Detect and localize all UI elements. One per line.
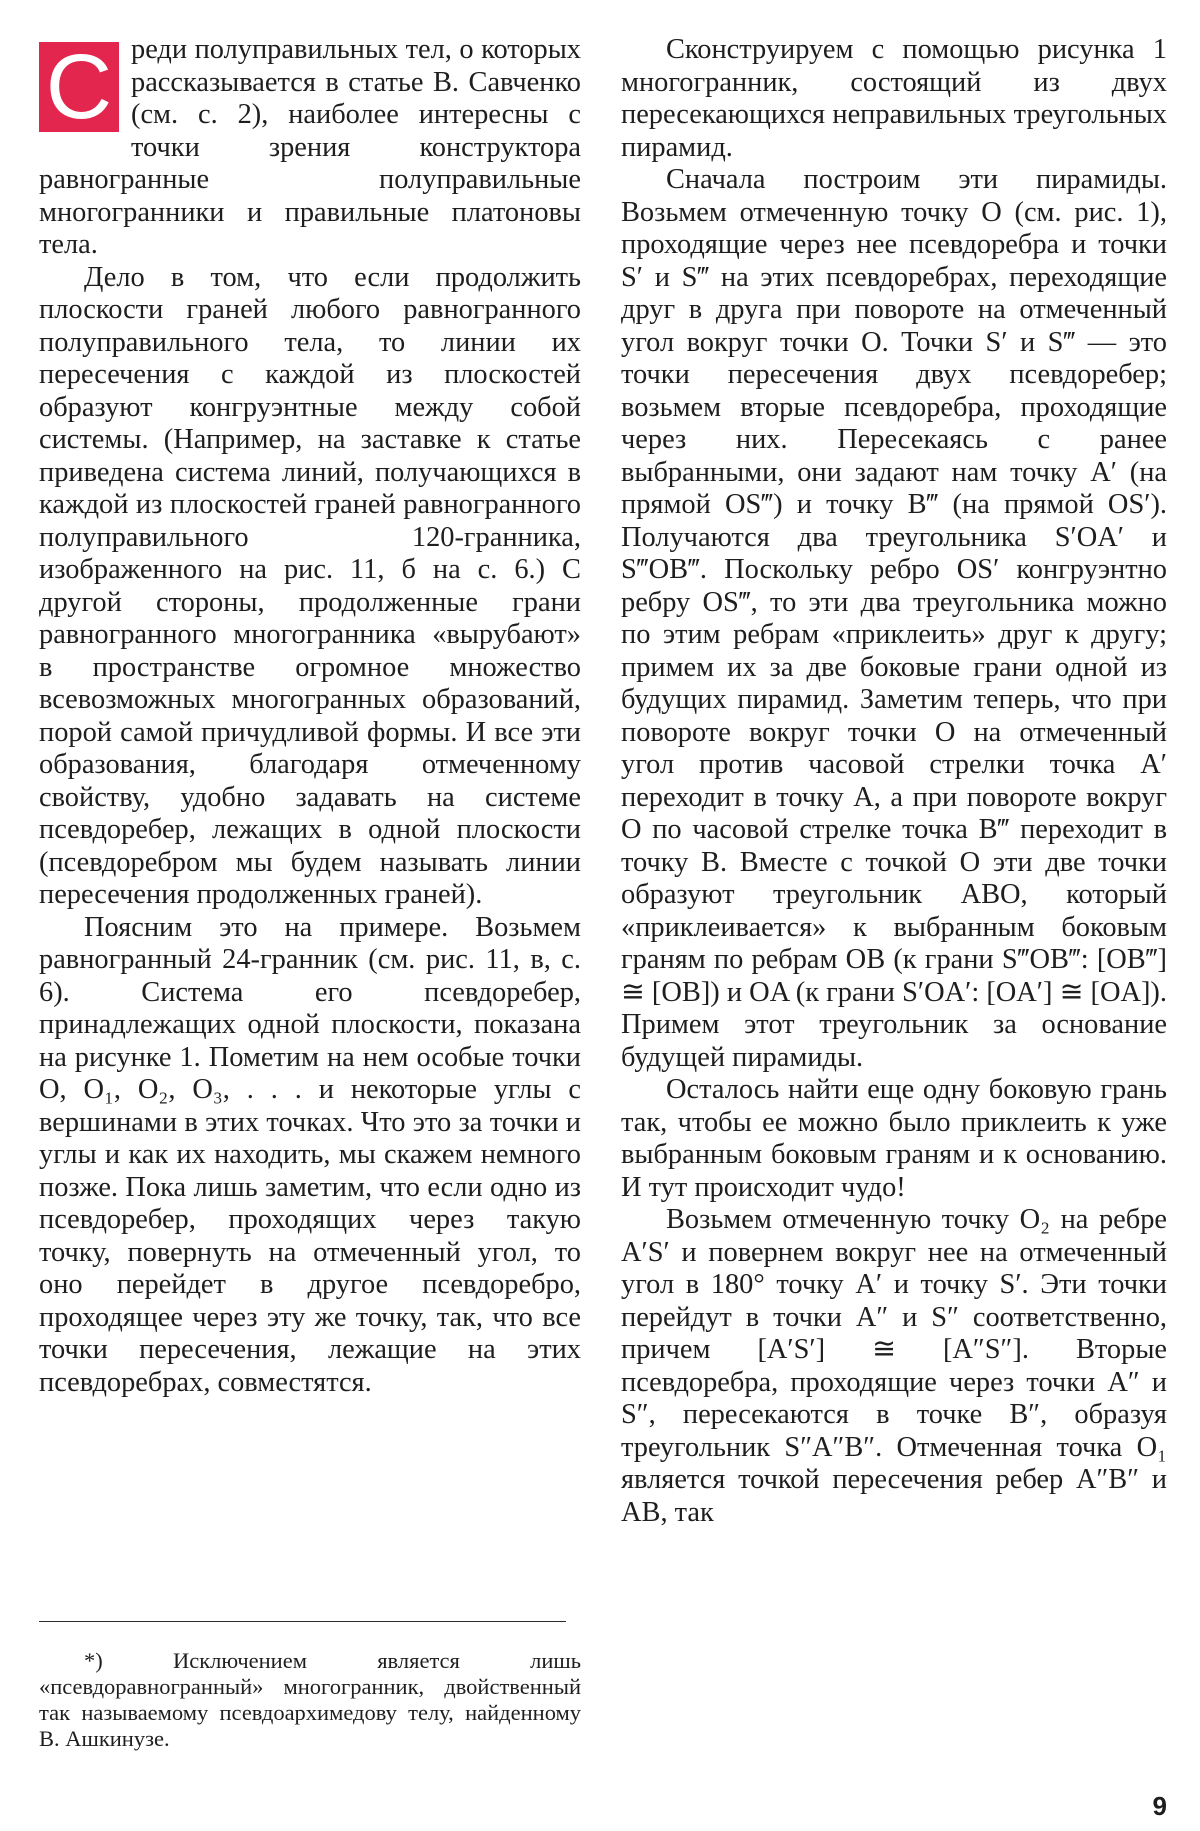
- right-column: [621, 34, 1167, 1529]
- paragraph-text: Сконструируем с помощью рисунка 1 многогранник, состоящий из двух пересекающихся неправильных треугольных пирамид.: [621, 34, 1167, 163]
- paragraph-text: Возьмем отмеченную точку O₂ на ребре A′S′ и повернем вокруг нее на отмеченный угол в 180° точку A′ и точку S′. Эти точки перейдут в точки A″ и S″ соответственно, причем [A′S′] ≅ [A″S″]. Вторые псевдоребра, проходящие через точки A″ и S″, пересекаются в точке B″, образуя треугольник S″A″B″. Отмеченная точка O₁ является точкой пересечения ребер A″B″ и AB, так: [621, 1204, 1167, 1528]
- paragraph-text: Сначала построим эти пирамиды. Возьмем отмеченную точку O (см. рис. 1), проходящие через нее псевдоребра и точки S′ и S‴ на этих псевдоребрах, переходящие друг в друга при повороте на отмеченный угол вокруг точки O. Точки S′ и S‴ — это точки пересечения двух псевдоребер; возьмем вторые псевдоребра, проходящие через них. Пересекаясь с ранее выбранными, они задают нам точку A′ (на прямой OS‴) и точку B‴ (на прямой OS′). Получаются два треугольника S′OA′ и S‴OB‴. Поскольку ребро OS′ конгруэнтно ребру OS‴, то эти два треугольника можно по этим ребрам «приклеить» друг к другу; примем их за две боковые грани одной из будущих пирамид. Заметим теперь, что при повороте вокруг точки O на отмеченный угол против часовой стрелки точка A′ переходит в точку A, а при повороте вокруг O по часовой стрелке точка B‴ переходит в точку B. Вместе с точкой O эти две точки образуют треугольник ABO, который «приклеивается» к выбранным боковым граням по ребрам OB (к грани S‴OB‴: [OB‴] ≅ [OB]) и OA (к грани S′OA′: [OA′] ≅ [OA]). Примем этот треугольник за основание будущей пирамиды.: [621, 164, 1167, 1073]
- paragraph-intro-text: реди полуправильных тел, о которых рассказывается в статье В. Савченко (см. с. 2), наиболее интересны с точки зрения конструктора равногранные полуправильные многогранники и правильные платоновы тела.: [39, 34, 581, 260]
- page-number: 9: [1152, 1791, 1167, 1821]
- footnote-divider: [39, 1621, 566, 1622]
- paragraph-intro: [39, 34, 581, 262]
- left-column: [39, 34, 581, 1399]
- drop-cap-letter: С: [39, 42, 119, 132]
- paragraph-text: Дело в том, что если продолжить плоскости граней любого равногранного полуправильного тела, то линии их пересечения с каждой из плоскостей образуют конгруэнтные между собой системы. (Например, на заставке к статье приведена система линий, получающихся в каждой из плоскостей граней равногранного полуправильного 120-гранника, изображенного на рис. 11, б на с. 6.) С другой стороны, продолженные грани равногранного многогранника «вырубают» в пространстве огромное множество всевозможных многогранных образований, порой самой причудливой формы. И все эти образования, благодаря отмеченному свойству, удобно задавать на системе псевдоребер, лежащих в одной плоскости (псевдоребром мы будем называть линии пересечения продолженных граней).: [39, 261, 581, 910]
- paragraph-text: Поясним это на примере. Возьмем равногранный 24-гранник (см. рис. 11, в, с. 6). Система его псевдоребер, принадлежащих одной плоскости, показана на рисунке 1. Пометим на нем особые точки O, O₁, O₂, O₃, . . . и некоторые углы с вершинами в этих точках. Что это за точки и углы и как их находить, мы скажем немного позже. Пока лишь заметим, что если одно из псевдоребер, проходящих через такую точку, повернуть на отмеченный угол, то оно перейдет в другое псевдоребро, проходящее через эту же точку, так, что все точки пересечения, лежащие на этих псевдоребрах, совместятся.: [39, 911, 581, 1398]
- paragraph-text: Осталось найти еще одну боковую грань так, чтобы ее можно было приклеить к уже выбранным боковым граням и к основанию. И тут происходит чудо!: [621, 1074, 1167, 1203]
- footnote: *) Исключением является лишь «псевдоравногранный» многогранник, двойственный так называемому псевдоархимедову телу, найденному В. Ашкинузе.: [39, 1648, 581, 1751]
